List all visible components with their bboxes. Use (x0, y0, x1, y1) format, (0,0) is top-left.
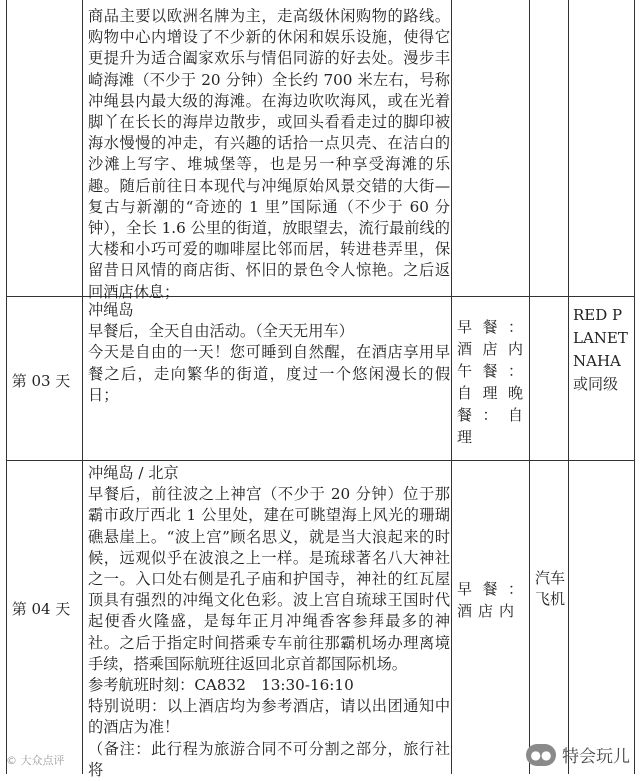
watermark-right-text: 特会玩儿 (562, 747, 630, 767)
watermark-left: © 大众点评 (6, 754, 65, 767)
table-divider-desc (451, 0, 452, 774)
table-border-right (634, 0, 635, 774)
day4-note2: （备注：此行程为旅游合同不可分割之部分，旅行社将 (88, 739, 450, 779)
day4-line1: 早餐后，前往波之上神宫（不少于 20 分钟）位于那霸市政厅西北 1 公里处，建在可眺望海上风光的珊瑚礁悬崖上。“波上宫”顾名思义，就是当大浪起来的时候，远观似乎在波浪之上一样。是琉球著名八大神社之一。入口处右侧是孔子庙和护国寺，神社的红瓦屋顶具有强烈的冲绳文化色彩。波上宫自琉球王国时代起便香火隆盛，是每年正月冲绳香客参拜最多的神社。之后于指定时间搭乘专车前往那霸机场办理离境手续，搭乘国际航班往返回北京首都国际机场。 (88, 485, 450, 673)
description-text: 商品主要以欧洲名牌为主，走高级休闲购物的路线。购物中心内增设了不少新的休闲和娱乐设施，使得它更提升为适合阖家欢乐与情侣同游的好去处。漫步丰崎海滩（不少于 20 分钟）全长约 700 米左右，号称冲绳县内最大级的海滩。在海边吹吹海风，或在光着脚丫在长长的海岸边散步，或回头看看走过的脚印被海水慢慢的冲走，有兴趣的话拾一点贝壳、在洁白的沙滩上写字、堆城堡等，也是另一种享受海滩的乐趣。随后前往日本现代与冲绳原始风景交错的大街—复古与新潮的“奇迹的 1 里”国际通（不少于 60 分钟），全长 1.6 公里的街道，放眼望去，流行最前线的大楼和小巧可爱的咖啡屋比邻而居，转进巷弄里，保留昔日风情的商店街、怀旧的景色令人惊艳。之后返回酒店休息； (88, 7, 450, 301)
table-divider-transport (568, 0, 569, 774)
day4-description (88, 463, 450, 781)
chat-bubble-icon: ●● (526, 744, 556, 766)
day4-route: 冲绳岛 / 北京 (88, 464, 179, 482)
row-divider-2 (6, 460, 635, 461)
day3-label: 第 03 天 (11, 372, 71, 390)
table-divider-meals (529, 0, 530, 774)
day4-label: 第 04 天 (11, 600, 71, 618)
day4-note1: 特别说明：以上酒店均为参考酒店，请以出团通知中的酒店为准！ (88, 697, 450, 737)
day3-meals: 早餐：酒店内午餐：自理晚餐：自理 (457, 318, 529, 446)
day3-line1: 早餐后，全天自由活动。（全天无用车） (88, 322, 354, 341)
day4-flight: 参考航班时刻：CA832 13:30-16:10 (88, 676, 354, 695)
day3-description (88, 300, 450, 406)
watermark-right (526, 742, 630, 767)
day3-hotel: RED PLANET NAHA 或同级 (573, 306, 628, 393)
day2-description-continued (88, 6, 450, 303)
day4-transport: 汽车飞机 (534, 569, 565, 608)
day3-route: 冲绳岛 (88, 301, 134, 319)
day3-line2: 今天是自由的一天！您可睡到自然醒，在酒店享用早餐之后，走向繁华的街道，度过一个悠闲漫长的假日； (88, 343, 450, 404)
table-divider-day (82, 0, 83, 774)
day4-meals: 早餐：酒店内 (457, 580, 529, 620)
